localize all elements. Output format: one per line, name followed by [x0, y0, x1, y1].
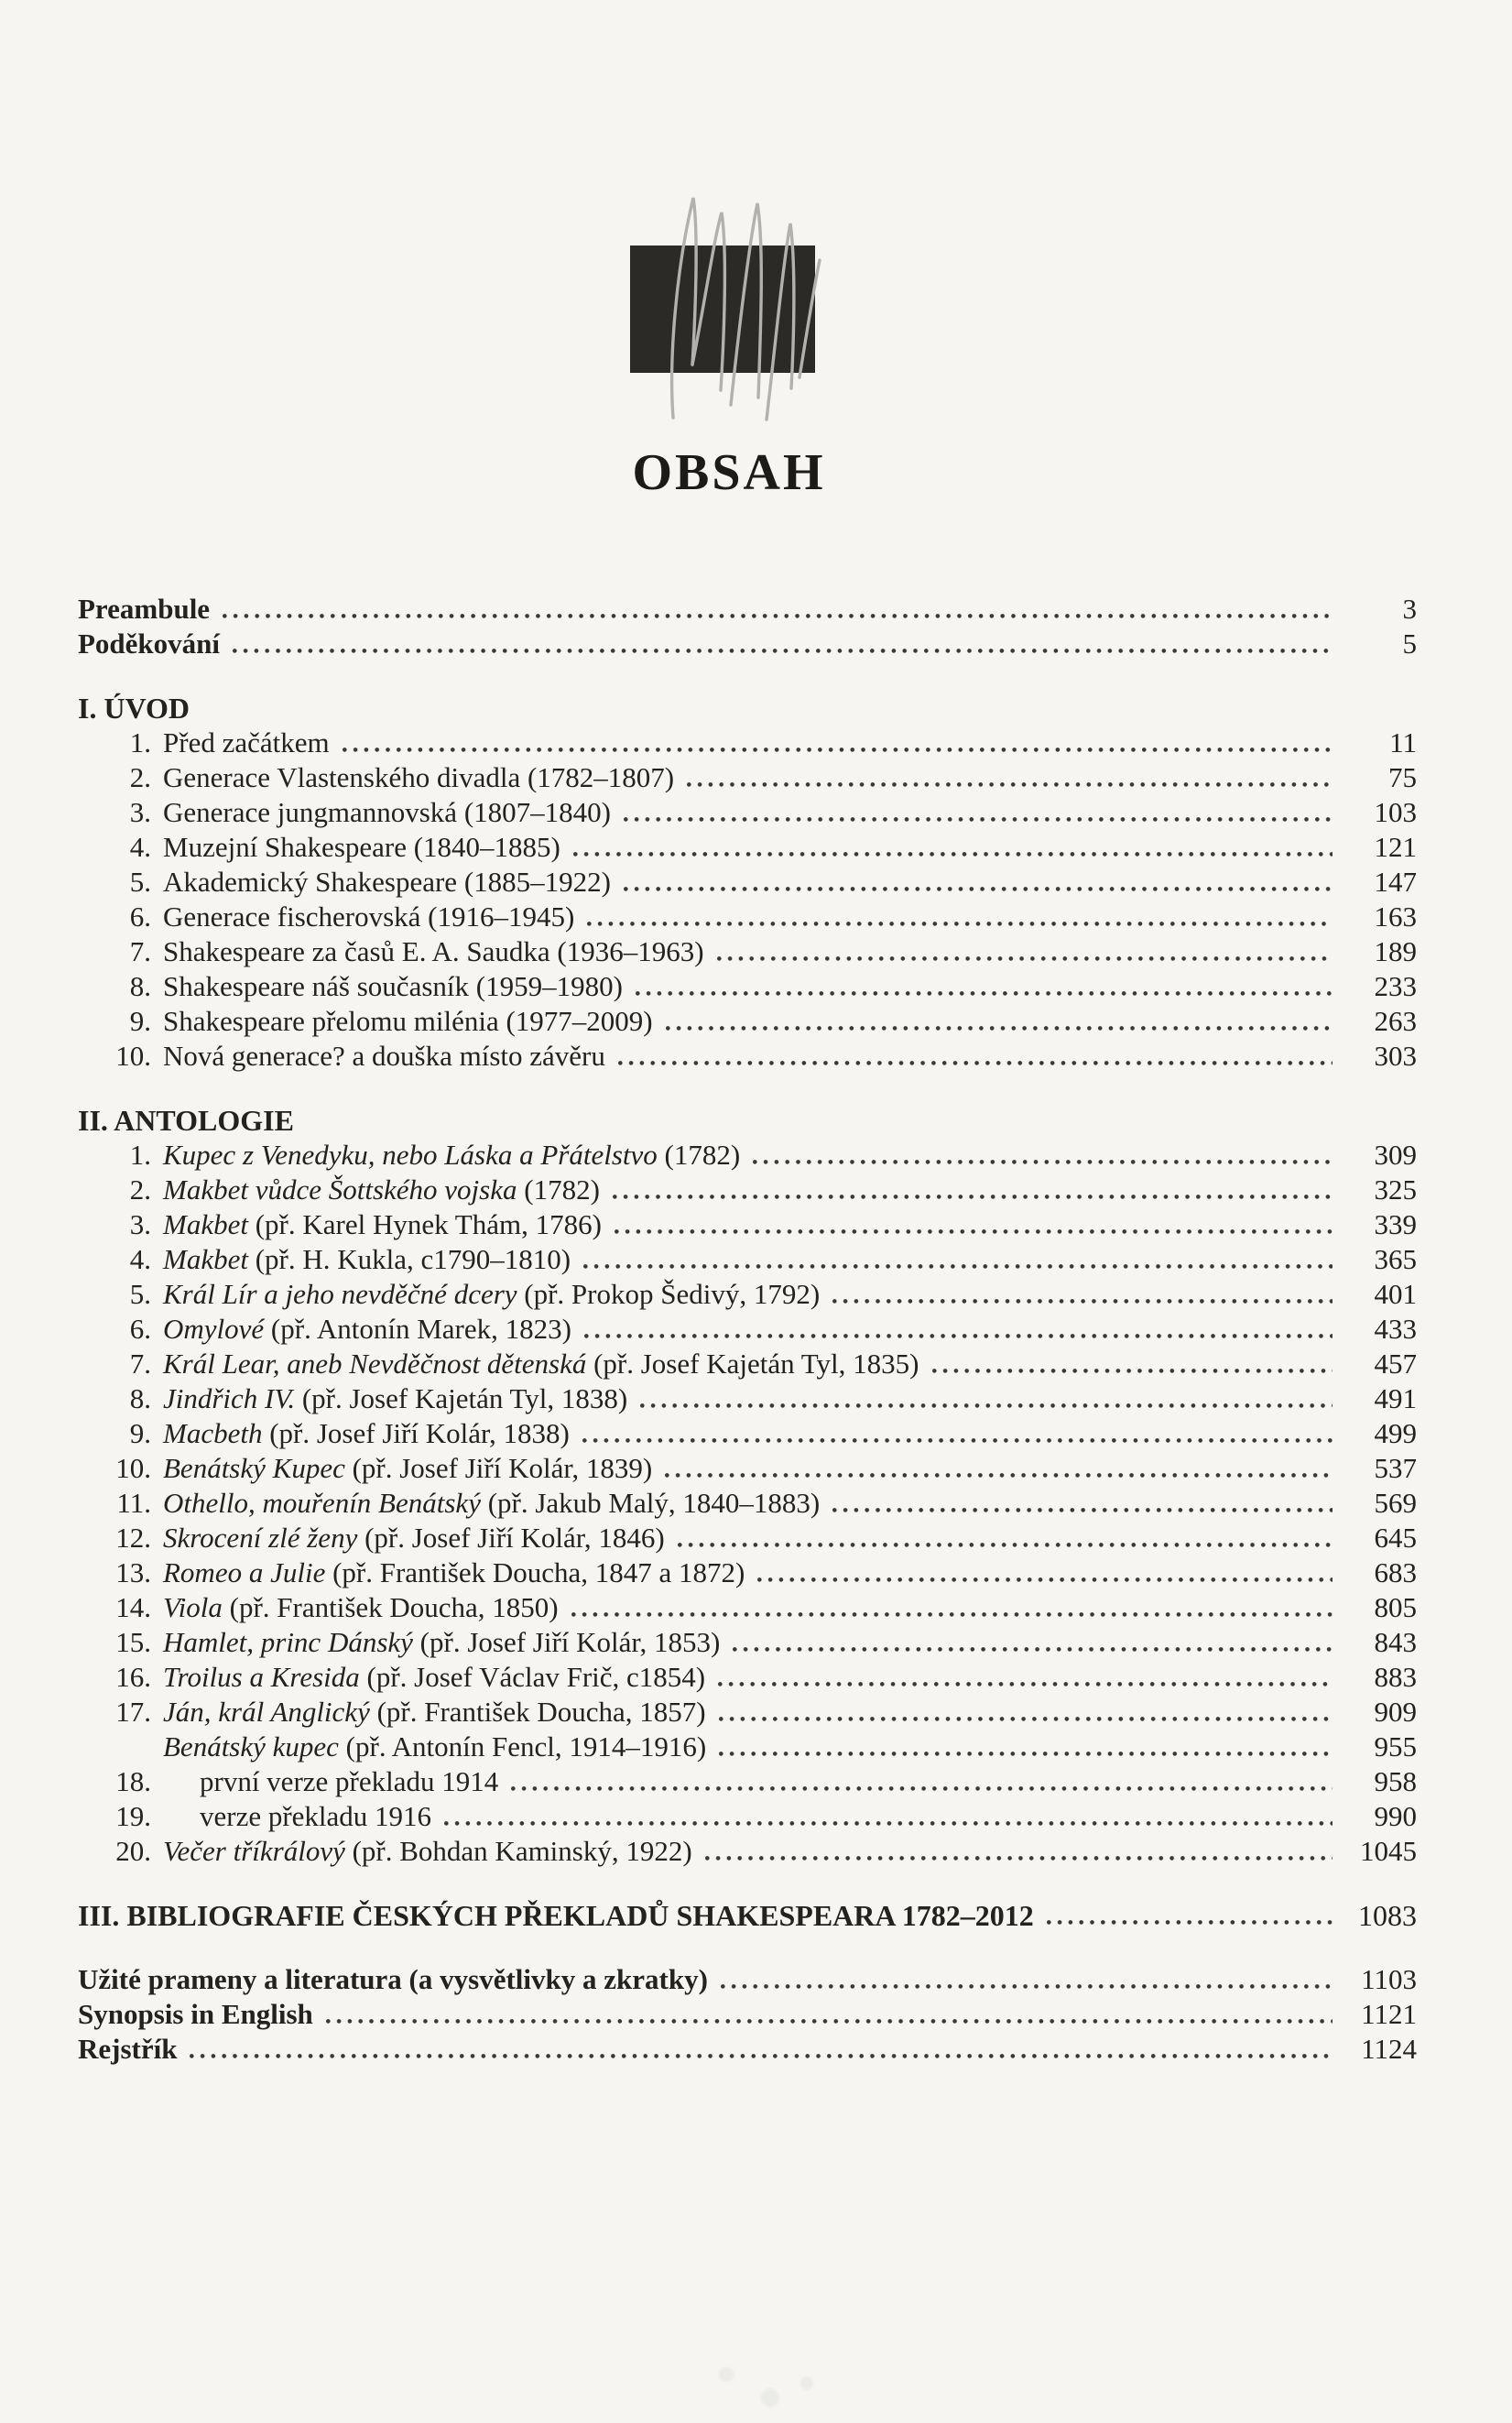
entry-text: (př. František Doucha, 1847 a 1872) — [325, 1556, 745, 1588]
toc-entry — [78, 1242, 1417, 1277]
work-title: Benátský kupec — [163, 1730, 339, 1763]
entry-number: 3. — [129, 1208, 151, 1240]
entry-title — [151, 760, 674, 795]
entry-number: 4. — [129, 831, 151, 863]
entry-number: 7. — [129, 1348, 151, 1380]
entry-number: 9. — [129, 1005, 151, 1037]
work-title: Král Lear, aneb Nevděčnost dětenská — [163, 1348, 587, 1380]
back-matter-entry — [78, 1962, 1417, 1997]
toc-entry — [78, 726, 1417, 760]
dot-leader — [753, 1160, 1333, 1164]
entry-number: 7. — [129, 935, 151, 967]
dot-leader — [665, 1473, 1333, 1478]
dot-leader — [190, 2054, 1333, 2058]
page-number: 1045 — [1360, 1835, 1417, 1867]
entry-text: Shakespeare za časů E. A. Saudka (1936–1963) — [163, 935, 704, 967]
toc-section — [78, 1898, 1417, 1933]
entry-title — [151, 1173, 600, 1207]
toc-entry — [78, 1555, 1417, 1590]
entry-text: (př. H. Kukla, c1790–1810) — [247, 1243, 571, 1275]
page-number: 843 — [1374, 1626, 1417, 1658]
entry-title — [151, 1039, 605, 1074]
table-of-contents — [78, 592, 1417, 2067]
page-title: OBSAH — [632, 444, 826, 501]
page-number: 1103 — [1361, 1963, 1417, 1995]
dot-leader — [624, 887, 1333, 891]
page-number: 365 — [1374, 1243, 1417, 1275]
entry-title — [151, 1660, 705, 1695]
work-title: Othello, mouřenín Benátský — [163, 1487, 481, 1519]
front-matter-entry — [78, 592, 1417, 627]
toc-entry — [78, 1138, 1417, 1173]
work-title: Omylové — [163, 1313, 265, 1345]
entry-number: 2. — [129, 761, 151, 793]
toc-entry — [78, 830, 1417, 865]
entry-number: 2. — [129, 1173, 151, 1206]
print-smudge — [682, 2345, 829, 2418]
back-matter-entry — [78, 2032, 1417, 2067]
entry-title — [151, 1834, 692, 1869]
entry-number: 9. — [129, 1417, 151, 1449]
entry-title — [151, 1207, 602, 1242]
entry-number: 15. — [115, 1626, 151, 1658]
dot-leader — [636, 991, 1333, 996]
work-title: Troilus a Kresida — [163, 1661, 360, 1693]
toc-entry — [78, 1173, 1417, 1207]
dot-leader — [233, 649, 1333, 653]
toc-section — [78, 1103, 1417, 1869]
toc-entry — [78, 1277, 1417, 1312]
page-number: 309 — [1374, 1139, 1417, 1171]
entry-number: 13. — [115, 1556, 151, 1588]
toc-section — [78, 691, 1417, 1074]
entry-text: Před začátkem — [163, 726, 330, 759]
toc-entry — [78, 1416, 1417, 1451]
entry-text: (1782) — [517, 1173, 600, 1206]
page-number: 537 — [1374, 1452, 1417, 1484]
entry-title — [151, 795, 611, 830]
work-title: Makbet vůdce Šottského vojska — [163, 1173, 517, 1206]
toc-entry — [78, 1312, 1417, 1347]
dot-leader — [343, 748, 1333, 752]
entry-text: (př. František Doucha, 1850) — [222, 1591, 559, 1623]
page-number: 401 — [1374, 1278, 1417, 1310]
page-number: 189 — [1374, 935, 1417, 967]
entry-number: 14. — [115, 1591, 151, 1623]
entry-number: 5. — [129, 1278, 151, 1310]
entry-number: 8. — [129, 970, 151, 1002]
entry-text: (př. Josef Jiří Kolár, 1846) — [357, 1522, 665, 1554]
entry-text: Generace jungmannovská (1807–1840) — [163, 796, 611, 828]
page-number: 499 — [1374, 1417, 1417, 1449]
dot-leader — [444, 1821, 1333, 1826]
entry-text: (př. Antonín Marek, 1823) — [264, 1313, 571, 1345]
entry-text: Nová generace? a douška místo závěru — [163, 1040, 605, 1072]
dot-leader — [326, 2019, 1333, 2024]
entry-number: 17. — [115, 1696, 151, 1728]
page-number: 5 — [1402, 628, 1417, 660]
entry-title — [78, 2032, 177, 2067]
entry-text: (1782) — [657, 1139, 741, 1171]
entry-title — [151, 726, 330, 760]
dot-leader — [573, 852, 1333, 857]
entry-text: Užité prameny a literatura (a vysvětlivky a zkratky) — [78, 1963, 708, 1995]
page-number: 303 — [1374, 1040, 1417, 1072]
entry-text: (př. Josef Jiří Kolár, 1853) — [412, 1626, 721, 1658]
entry-text: Generace Vlastenského divadla (1782–1807) — [163, 761, 675, 793]
entry-number: 12. — [115, 1522, 151, 1554]
dot-leader — [719, 1752, 1333, 1756]
entry-number: 11. — [116, 1487, 151, 1519]
dot-leader — [587, 922, 1333, 926]
section-heading — [78, 1103, 1417, 1138]
section-heading — [78, 691, 1417, 726]
entry-title — [151, 1138, 740, 1173]
entry-text: III. BIBLIOGRAFIE ČESKÝCH PŘEKLADŮ SHAKESPEARA 1782–2012 — [78, 1899, 1034, 1932]
entry-title — [78, 592, 210, 627]
work-title: Skrocení zlé ženy — [163, 1522, 358, 1554]
entry-number: 20. — [115, 1835, 151, 1867]
toc-entry — [78, 1764, 1417, 1799]
work-title: Viola — [163, 1591, 223, 1623]
dot-leader — [719, 1717, 1333, 1721]
dot-leader — [1047, 1920, 1333, 1925]
entry-text: první verze překladu 1914 — [200, 1765, 499, 1797]
entry-text: (př. Karel Hynek Thám, 1786) — [247, 1208, 602, 1240]
entry-title — [78, 1898, 1034, 1933]
page-number: 103 — [1374, 796, 1417, 828]
entry-title — [151, 1312, 571, 1347]
dot-leader — [718, 1682, 1333, 1686]
section-heading — [78, 1898, 1417, 1933]
toc-entry — [78, 1799, 1417, 1834]
page-number: 1121 — [1361, 1998, 1417, 2030]
entry-title — [78, 627, 220, 661]
work-title: Macbeth — [163, 1417, 263, 1449]
work-title: Benátský Kupec — [163, 1452, 345, 1484]
toc-entry — [78, 1834, 1417, 1869]
toc-entry — [78, 865, 1417, 900]
entry-text: Generace fischerovská (1916–1945) — [163, 900, 575, 933]
dot-leader — [705, 1856, 1333, 1861]
dot-leader — [571, 1612, 1333, 1617]
entry-number: 5. — [129, 866, 151, 898]
toc-entry — [78, 1451, 1417, 1486]
entry-title — [151, 1004, 653, 1039]
entry-text: Akademický Shakespeare (1885–1922) — [163, 866, 611, 898]
toc-entry — [78, 900, 1417, 934]
entry-text: (př. František Doucha, 1857) — [369, 1696, 706, 1728]
dot-leader — [582, 1438, 1333, 1443]
entry-title — [151, 1486, 820, 1521]
entry-text: Shakespeare náš současník (1959–1980) — [163, 970, 623, 1002]
entry-text: (př. Josef Václav Frič, c1854) — [359, 1661, 706, 1693]
dot-leader — [832, 1299, 1333, 1304]
page-number: 883 — [1374, 1661, 1417, 1693]
page-number: 3 — [1402, 593, 1417, 625]
entry-text: Poděkování — [78, 628, 221, 660]
entry-title — [151, 1730, 706, 1764]
dot-leader — [721, 1984, 1333, 1989]
back-matter — [78, 1962, 1417, 2067]
entry-title — [78, 1962, 708, 1997]
toc-entry — [78, 1486, 1417, 1521]
page-number: 121 — [1374, 831, 1417, 863]
dot-leader — [511, 1786, 1333, 1791]
dot-leader — [583, 1264, 1333, 1269]
entry-text: (př. Prokop Šedivý, 1792) — [517, 1278, 821, 1310]
toc-entry — [78, 1381, 1417, 1416]
entry-title — [151, 1521, 665, 1555]
entry-text: (př. Jakub Malý, 1840–1883) — [480, 1487, 821, 1519]
work-title: Makbet — [163, 1208, 248, 1240]
dot-leader — [733, 1647, 1333, 1652]
dot-leader — [223, 614, 1333, 618]
page-number: 433 — [1374, 1313, 1417, 1345]
entry-number: 1. — [129, 726, 151, 759]
page-number: 955 — [1374, 1730, 1417, 1763]
entry-text: Preambule — [78, 593, 211, 625]
page-number: 457 — [1374, 1348, 1417, 1380]
toc-entry — [78, 1590, 1417, 1625]
toc-entry — [78, 1004, 1417, 1039]
dot-leader — [613, 1195, 1333, 1199]
toc-entry — [78, 1521, 1417, 1555]
entry-title — [151, 1799, 431, 1834]
entry-number: 8. — [129, 1382, 151, 1414]
entry-title — [78, 1997, 313, 2032]
entry-title — [151, 900, 574, 934]
entry-title — [78, 691, 190, 726]
dot-leader — [584, 1334, 1333, 1338]
page-number: 11 — [1389, 726, 1417, 759]
toc-entry — [78, 795, 1417, 830]
toc-entry — [78, 1625, 1417, 1660]
toc-entry — [78, 1347, 1417, 1381]
page-number: 233 — [1374, 970, 1417, 1002]
page-number: 990 — [1374, 1800, 1417, 1832]
back-matter-entry — [78, 1997, 1417, 2032]
entry-title — [151, 1764, 498, 1799]
entry-title — [151, 1555, 745, 1590]
entry-title — [151, 1590, 559, 1625]
entry-number: 3. — [129, 796, 151, 828]
entry-text: Rejstřík — [78, 2033, 178, 2065]
page-number: 1124 — [1361, 2033, 1417, 2065]
work-title: Romeo a Julie — [163, 1556, 326, 1588]
entry-text: (př. Josef Kajetán Tyl, 1835) — [586, 1348, 919, 1380]
page-number: 958 — [1374, 1765, 1417, 1797]
toc-entry — [78, 1695, 1417, 1730]
entry-text: I. ÚVOD — [78, 692, 190, 725]
dot-leader — [757, 1577, 1333, 1582]
entry-number: 18. — [115, 1765, 151, 1797]
entry-number: 4. — [129, 1243, 151, 1275]
dot-leader — [687, 782, 1333, 787]
page-number: 491 — [1374, 1382, 1417, 1414]
entry-title — [151, 1625, 720, 1660]
entry-number: 10. — [115, 1452, 151, 1484]
toc-entry — [78, 1660, 1417, 1695]
page-number: 325 — [1374, 1173, 1417, 1206]
toc-entry — [78, 1207, 1417, 1242]
work-title: Hamlet, princ Dánský — [163, 1626, 413, 1658]
page-number: 1083 — [1358, 1899, 1417, 1932]
dot-leader — [932, 1369, 1333, 1373]
entry-number: 1. — [129, 1139, 151, 1171]
entry-title — [151, 1695, 706, 1730]
page-number: 909 — [1374, 1696, 1417, 1728]
page-number: 263 — [1374, 1005, 1417, 1037]
dot-leader — [618, 1061, 1333, 1065]
front-matter-entry — [78, 627, 1417, 661]
entry-text: (př. Josef Jiří Kolár, 1839) — [344, 1452, 653, 1484]
toc-entry — [78, 1039, 1417, 1074]
entry-number: 19. — [115, 1800, 151, 1832]
entry-title — [151, 934, 704, 969]
entry-title — [78, 1103, 294, 1138]
entry-title — [151, 969, 623, 1004]
page-number: 339 — [1374, 1208, 1417, 1240]
entry-number: 16. — [115, 1661, 151, 1693]
dot-leader — [666, 1026, 1333, 1031]
entry-title — [151, 1347, 919, 1381]
entry-title — [151, 830, 560, 865]
entry-number: 10. — [115, 1040, 151, 1072]
entry-text: (př. Bohdan Kaminský, 1922) — [344, 1835, 692, 1867]
work-title: Makbet — [163, 1243, 248, 1275]
dot-leader — [678, 1543, 1333, 1547]
dot-leader — [717, 956, 1333, 961]
entry-text: (př. Josef Kajetán Tyl, 1838) — [295, 1382, 628, 1414]
work-title: Kupec z Venedyku, nebo Láska a Přátelstvo — [163, 1139, 658, 1171]
entry-text: Synopsis in English — [78, 1998, 313, 2030]
dot-leader — [615, 1229, 1333, 1234]
publisher-logo — [586, 183, 870, 431]
page-number: 683 — [1374, 1556, 1417, 1588]
page-number: 805 — [1374, 1591, 1417, 1623]
toc-entry — [78, 1730, 1417, 1764]
entry-title — [151, 1451, 652, 1486]
dot-leader — [624, 817, 1333, 822]
entry-text: II. ANTOLOGIE — [78, 1104, 294, 1137]
entry-number: 6. — [129, 1313, 151, 1345]
work-title: Ján, král Anglický — [163, 1696, 370, 1728]
work-title: Král Lír a jeho nevděčné dcery — [163, 1278, 517, 1310]
entry-text: Shakespeare přelomu milénia (1977–2009) — [163, 1005, 653, 1037]
work-title: Jindřich IV. — [163, 1382, 296, 1414]
entry-text: verze překladu 1916 — [200, 1800, 432, 1832]
entry-number: 6. — [129, 900, 151, 933]
page-number: 75 — [1388, 761, 1417, 793]
entry-text: (př. Antonín Fencl, 1914–1916) — [338, 1730, 707, 1763]
entry-title — [151, 1381, 627, 1416]
page-number: 147 — [1374, 866, 1417, 898]
entry-title — [151, 865, 611, 900]
entry-title — [151, 1416, 570, 1451]
work-title: Večer tříkrálový — [163, 1835, 345, 1867]
entry-text: (př. Josef Jiří Kolár, 1838) — [262, 1417, 570, 1449]
toc-entry — [78, 760, 1417, 795]
page-number: 645 — [1374, 1522, 1417, 1554]
toc-entry — [78, 934, 1417, 969]
toc-entry — [78, 969, 1417, 1004]
entry-title — [151, 1242, 571, 1277]
page-number: 569 — [1374, 1487, 1417, 1519]
page-number: 163 — [1374, 900, 1417, 933]
dot-leader — [832, 1508, 1333, 1512]
entry-text: Muzejní Shakespeare (1840–1885) — [163, 831, 560, 863]
dot-leader — [640, 1403, 1333, 1408]
entry-title — [151, 1277, 820, 1312]
